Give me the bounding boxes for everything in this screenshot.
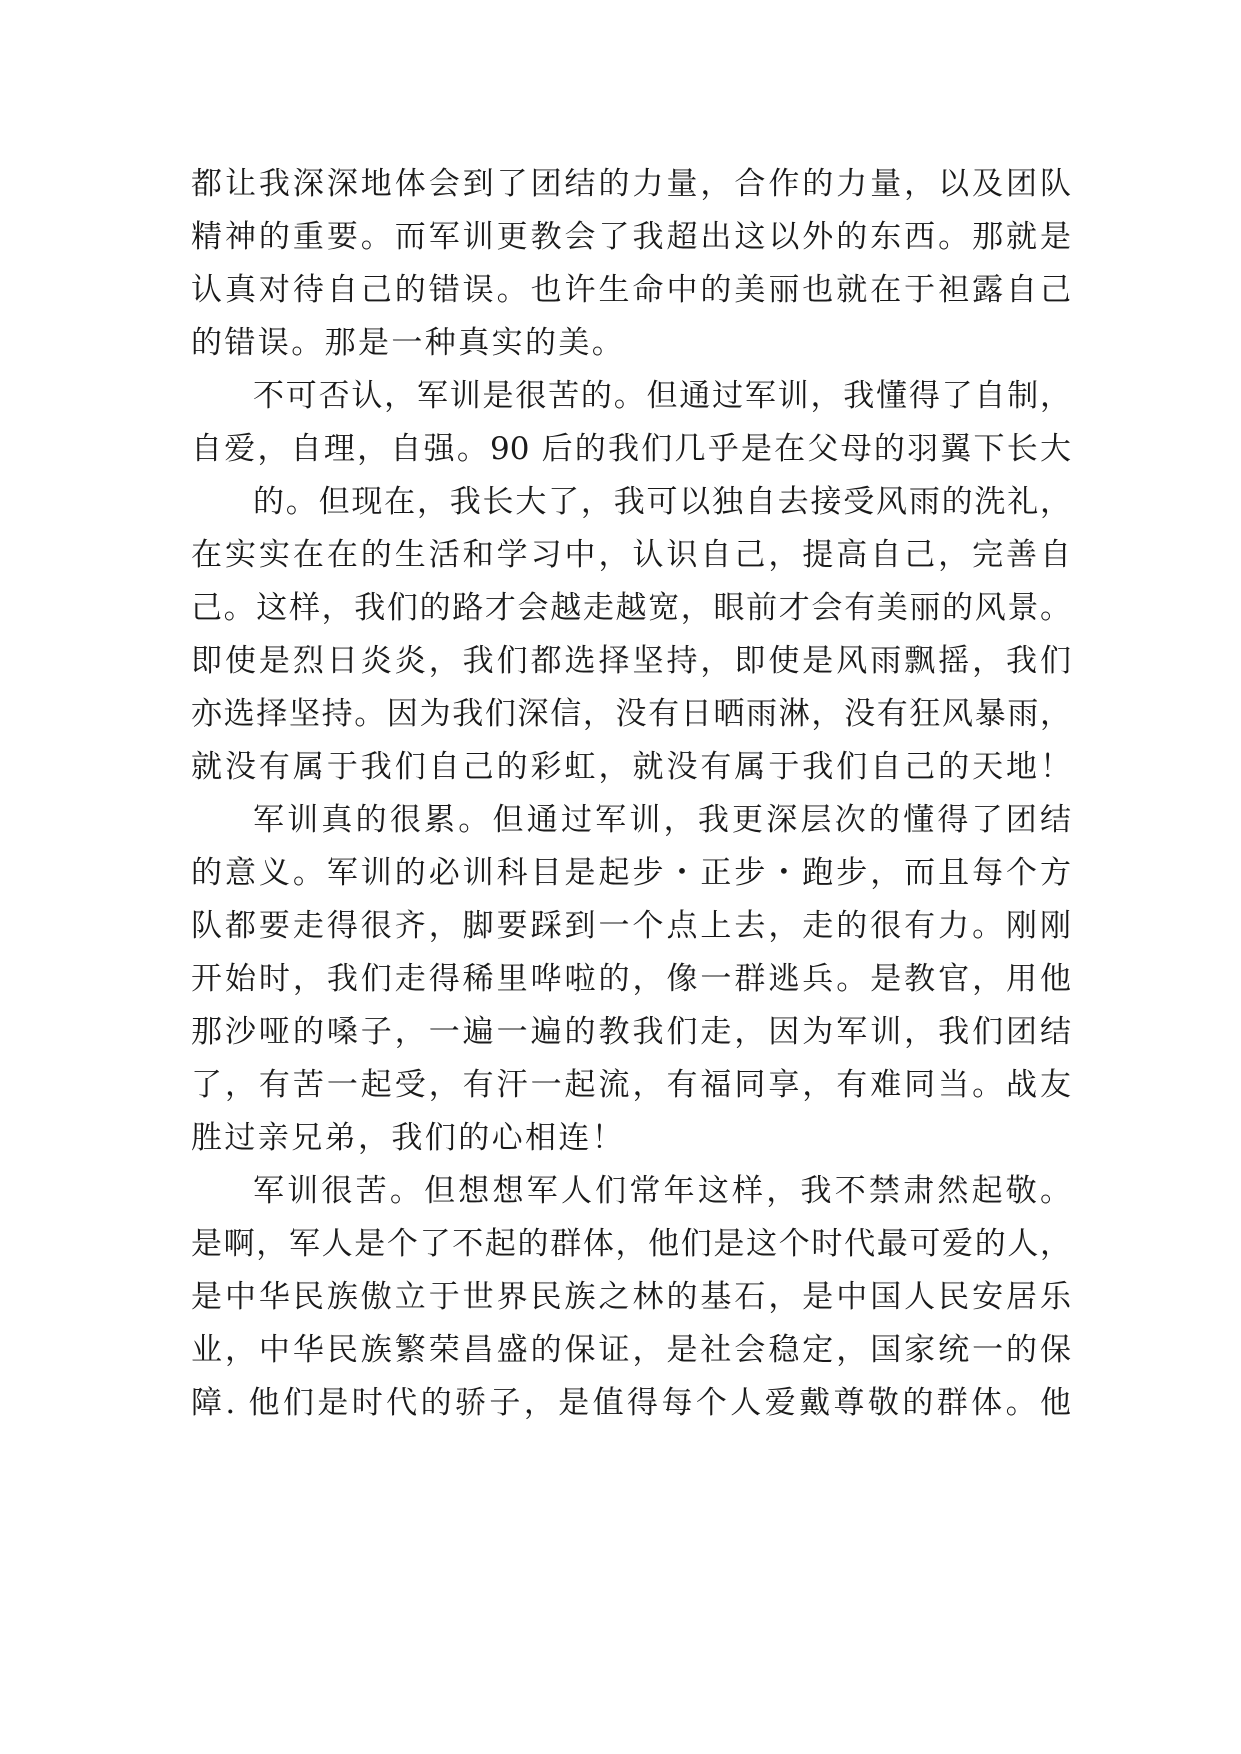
body-text xyxy=(191,158,1071,1430)
text-line: 的意义。军训的必训科目是起步・正步・跑步，而且每个方 xyxy=(191,855,1071,891)
text-line: 认真对待自己的错误。也许生命中的美丽也就在于袒露自己 xyxy=(191,272,1071,308)
text-line: 军训真的很累。但通过军训，我更深层次的懂得了团结 xyxy=(253,802,1071,838)
text-line: 自爱，自理，自强。90 后的我们几乎是在父母的羽翼下长大 xyxy=(191,431,1071,467)
text-line: 己。这样，我们的路才会越走越宽，眼前才会有美丽的风景。 xyxy=(191,590,1071,626)
text-line: 的错误。那是一种真实的美。 xyxy=(191,325,626,361)
text-line: 军训很苦。但想想军人们常年这样，我不禁肃然起敬。 xyxy=(253,1173,1071,1209)
text-line: 亦选择坚持。因为我们深信，没有日晒雨淋，没有狂风暴雨， xyxy=(191,696,1071,732)
text-line: 都让我深深地体会到了团结的力量，合作的力量，以及团队 xyxy=(191,166,1071,202)
text-line: 就没有属于我们自己的彩虹，就没有属于我们自己的天地！ xyxy=(191,749,1071,785)
text-line: 业，中华民族繁荣昌盛的保证，是社会稳定，国家统一的保 xyxy=(191,1332,1071,1368)
text-line: 不可否认，军训是很苦的。但通过军训，我懂得了自制， xyxy=(253,378,1071,414)
text-line: 是中华民族傲立于世界民族之林的基石，是中国人民安居乐 xyxy=(191,1279,1071,1315)
text-line: 的。但现在，我长大了，我可以独自去接受风雨的洗礼， xyxy=(253,484,1071,520)
text-line: 那沙哑的嗓子，一遍一遍的教我们走，因为军训，我们团结 xyxy=(191,1014,1071,1050)
text-line: 在实实在在的生活和学习中，认识自己，提高自己，完善自 xyxy=(191,537,1071,573)
text-line: 开始时，我们走得稀里哗啦的，像一群逃兵。是教官，用他 xyxy=(191,961,1071,997)
text-line: 精神的重要。而军训更教会了我超出这以外的东西。那就是 xyxy=(191,219,1071,255)
text-line: 是啊，军人是个了不起的群体，他们是这个时代最可爱的人， xyxy=(191,1226,1071,1262)
text-line: 了，有苦一起受，有汗一起流，有福同享，有难同当。战友 xyxy=(191,1067,1071,1103)
text-line: 胜过亲兄弟，我们的心相连！ xyxy=(191,1120,626,1156)
text-line: 即使是烈日炎炎，我们都选择坚持，即使是风雨飘摇，我们 xyxy=(191,643,1071,679)
text-line: 障. 他们是时代的骄子，是值得每个人爱戴尊敬的群体。他 xyxy=(191,1385,1071,1421)
text-line: 队都要走得很齐，脚要踩到一个点上去，走的很有力。刚刚 xyxy=(191,908,1071,944)
